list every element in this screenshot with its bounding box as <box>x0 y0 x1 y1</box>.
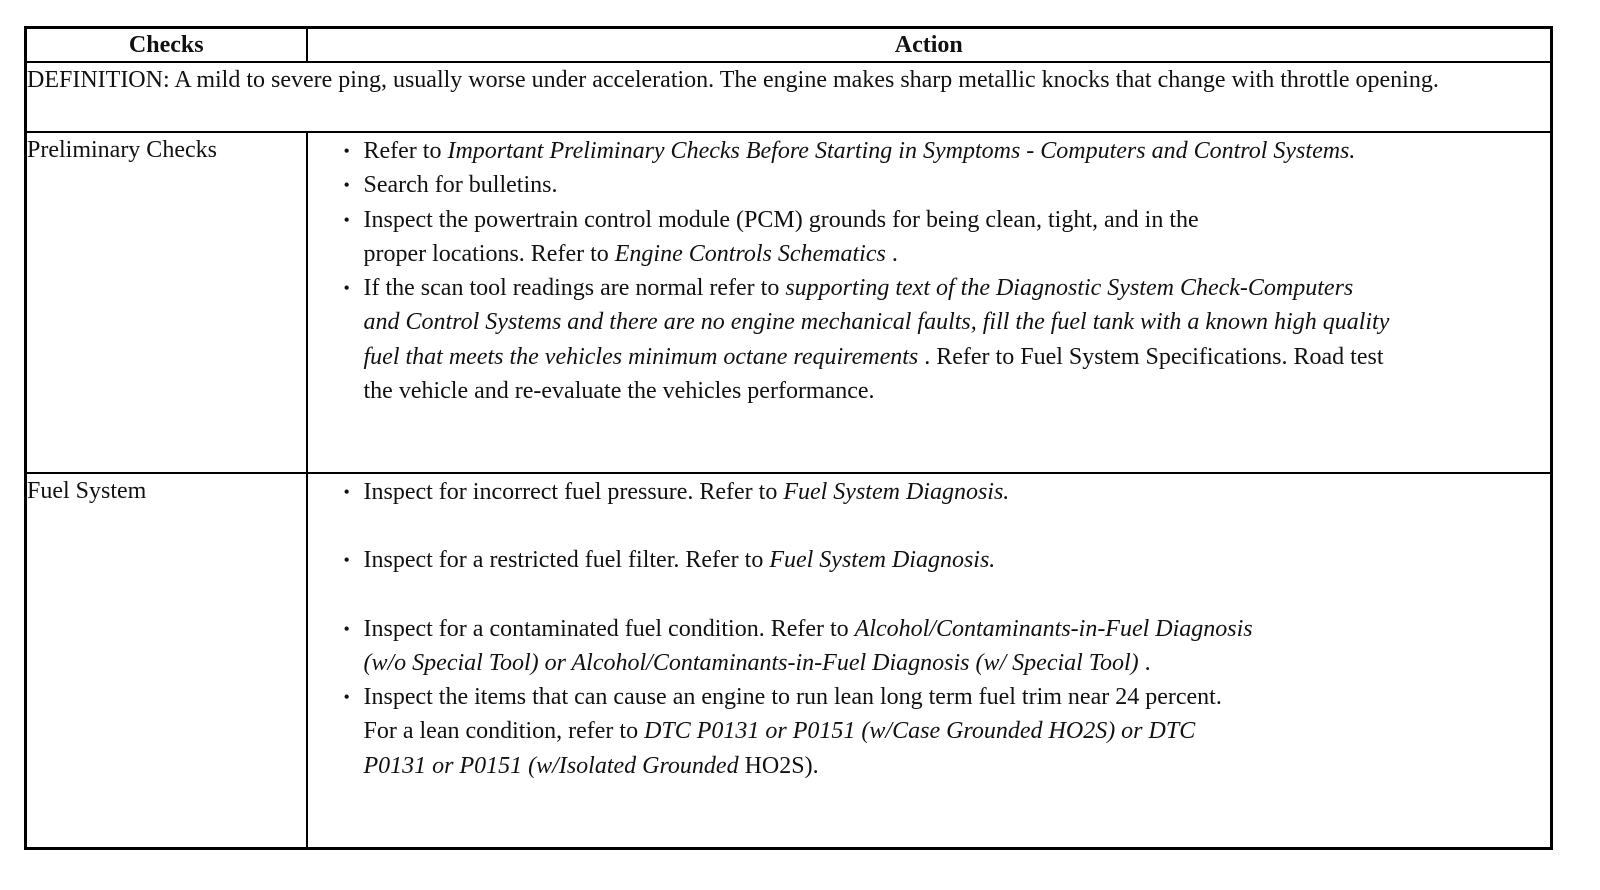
table-row-fuel-system <box>26 473 1552 849</box>
action-item <box>344 168 1551 202</box>
action-text-tail: . <box>1138 649 1151 676</box>
table-row-preliminary-checks <box>26 132 1552 473</box>
action-text: Search for bulletins. <box>363 172 558 199</box>
action-text: Inspect the powertrain control module (PCM) grounds for being clean, tight, and in the proper locations. Refer to <box>363 206 1199 267</box>
action-text-tail: HO2S). <box>738 752 819 779</box>
action-item <box>344 203 1254 272</box>
action-text: If the scan tool readings are normal refer to <box>363 275 786 302</box>
action-text: Inspect the items that can cause an engine to run lean long term fuel trim near 24 percent. For a lean condition, refer to <box>363 684 1222 745</box>
action-item <box>344 543 1551 577</box>
reference-link[interactable]: Fuel System Diagnosis. <box>769 547 996 574</box>
table-header-row <box>26 28 1552 63</box>
action-list <box>308 133 1551 408</box>
action-text: Inspect for a contaminated fuel condition. Refer to <box>363 615 855 642</box>
checks-column-header: Checks <box>26 28 307 63</box>
action-item <box>344 612 1264 681</box>
action-list <box>308 474 1551 783</box>
action-text-tail: . Refer to Fuel System Specifications. Road test the vehicle and re-evaluate the vehicles performance. <box>363 343 1384 405</box>
action-column-header: Action <box>307 28 1552 63</box>
symptom-table <box>24 26 1553 850</box>
reference-link[interactable]: supporting text of the Diagnostic System Check-Computers and Control Systems and there are no engine mechanical faults, fill the fuel tank with a known high quality fuel that meets the vehicles minimum octane requirements <box>363 275 1390 370</box>
action-item <box>344 680 1224 783</box>
action-item <box>344 271 1394 408</box>
reference-link[interactable]: Fuel System Diagnosis. <box>783 479 1010 505</box>
action-text: Refer to <box>363 138 448 164</box>
check-name: Fuel System <box>26 473 307 849</box>
action-cell <box>307 132 1552 473</box>
reference-link[interactable]: DTC P0131 or P0151 (w/Case Grounded HO2S) or DTC P0131 or P0151 (w/Isolated Grounded <box>363 718 1196 779</box>
action-item <box>344 475 1551 509</box>
definition-row <box>26 62 1552 132</box>
definition-text: DEFINITION: A mild to severe ping, usually worse under acceleration. The engine makes sharp metallic knocks that change with throttle opening. <box>26 62 1552 132</box>
check-name: Preliminary Checks <box>26 132 307 473</box>
reference-link[interactable]: Important Preliminary Checks Before Starting in Symptoms - Computers and Control Systems. <box>447 138 1356 164</box>
action-text: Inspect for a restricted fuel filter. Refer to <box>363 547 770 574</box>
action-item <box>344 134 1551 168</box>
action-cell <box>307 473 1552 849</box>
reference-link[interactable]: Alcohol/Contaminants-in-Fuel Diagnosis (w/o Special Tool) or Alcohol/Contaminants-in-Fuel Diagnosis (w/ Special Tool) <box>363 615 1253 676</box>
reference-link[interactable]: Engine Controls Schematics <box>614 240 886 267</box>
action-text: Inspect for incorrect fuel pressure. Refer to <box>363 479 784 505</box>
action-text-tail: . <box>885 240 898 267</box>
